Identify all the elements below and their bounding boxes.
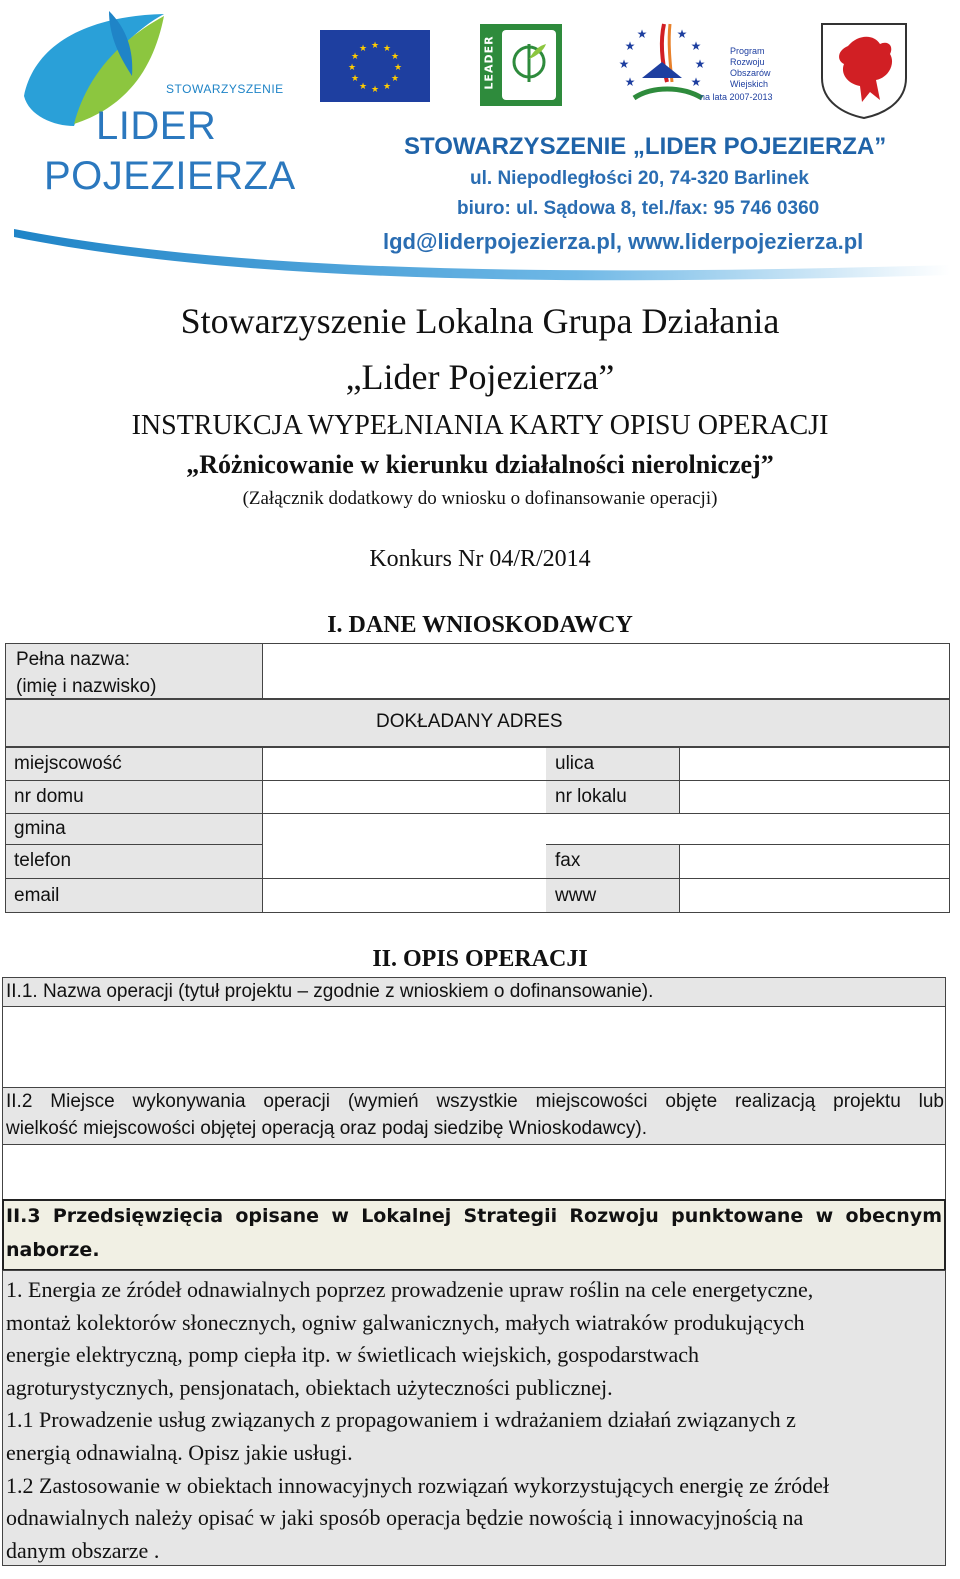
input-telefon[interactable]: [263, 845, 546, 878]
svg-text:★: ★: [370, 41, 380, 51]
full-name-input[interactable]: [262, 643, 950, 699]
input-fax[interactable]: [680, 845, 949, 878]
prow-text-4: Wiejskich: [730, 79, 769, 89]
org-contact: lgd@liderpojezierza.pl, www.liderpojezierza.pl: [383, 229, 864, 254]
svg-text:★: ★: [350, 74, 360, 84]
svg-text:★: ★: [624, 39, 636, 53]
prow-text-3: Obszarów: [730, 68, 771, 78]
leader-logo: [480, 24, 562, 106]
griffin-crest-logo: [818, 20, 910, 120]
q3-item-line-1: 1. Energia ze źródeł odnawialnych poprzez prowadzenie upraw roślin na cele energetyczne,: [6, 1277, 814, 1302]
q3-label-line1: II.3 Przedsięwzięcia opisane w Lokalnej Strategii Rozwoju punktowane w obecnym: [6, 1205, 942, 1227]
svg-text:★: ★: [350, 52, 360, 62]
svg-text:★: ★: [636, 27, 648, 41]
svg-text:★: ★: [390, 74, 400, 84]
full-name-sublabel: (imię i nazwisko): [16, 676, 157, 697]
input-nr-domu[interactable]: [263, 781, 546, 813]
input-nr-lokalu[interactable]: [680, 781, 949, 813]
svg-text:★: ★: [694, 57, 706, 71]
label-ulica: ulica: [555, 752, 595, 774]
svg-text:★: ★: [382, 82, 392, 92]
q3-item-line-7: 1.2 Zastosowanie w obiektach innowacyjnych rozwiązań wykorzystujących energię ze źródeł: [6, 1472, 830, 1498]
title-line2: „Lider Pojezierza”: [345, 357, 615, 397]
q3-item-line-3: energie elektryczną, pomp ciepła itp. w świetlicach wiejskich, gospodarstwach: [6, 1342, 699, 1368]
svg-text:★: ★: [382, 44, 392, 54]
header-swoosh: [0, 215, 960, 290]
q2-answer-field[interactable]: [2, 1144, 946, 1200]
input-miejscowosc[interactable]: [263, 748, 546, 780]
svg-text:★: ★: [676, 27, 688, 41]
q3-item-line-4: agroturystycznych, pensjonatach, obiektach użyteczności publicznej.: [6, 1374, 613, 1400]
logo-line2: POJEZIERZA: [44, 154, 296, 198]
q3-label-line2: naborze.: [6, 1239, 100, 1261]
label-www: www: [555, 884, 597, 906]
org-address: ul. Niepodległości 20, 74-320 Barlinek: [470, 168, 809, 189]
prow-logo: [612, 12, 782, 112]
eu-flag-logo: [320, 30, 430, 102]
q2-label-line2: wielkość miejscowości objętej operacją oraz podaj siedzibę Wnioskodawcy).: [6, 1118, 648, 1139]
svg-text:★: ★: [393, 63, 403, 73]
konkurs-label: Konkurs Nr 04/R/2014: [369, 546, 591, 572]
input-ulica[interactable]: [680, 748, 949, 780]
leader-label: LEADER: [482, 35, 496, 90]
svg-text:★: ★: [390, 52, 400, 62]
q3-item-line-9: danym obszarze .: [6, 1537, 160, 1563]
q2-label-line1: II.2 Miejsce wykonywania operacji (wymień wszystkie miejscowości objęte realizacją projektu lub: [6, 1091, 944, 1112]
label-nr-domu: nr domu: [14, 785, 84, 807]
address-header-label: DOKŁADANY ADRES: [376, 711, 563, 732]
q1-label: II.1. Nazwa operacji (tytuł projektu – zgodnie z wnioskiem o dofinansowanie).: [6, 981, 654, 1002]
svg-text:★: ★: [618, 57, 630, 71]
full-name-label: Pełna nazwa:: [16, 649, 131, 670]
label-telefon: telefon: [14, 850, 72, 871]
label-miejscowosc: miejscowość: [14, 752, 122, 774]
lider-pojezierza-logo: [14, 6, 304, 206]
input-email[interactable]: [263, 879, 546, 912]
title-line1: Stowarzyszenie Lokalna Grupa Działania: [180, 301, 780, 341]
label-fax: fax: [555, 850, 581, 871]
q3-item-line-6: energią odnawialną. Opisz jakie usługi.: [6, 1439, 353, 1465]
label-email: email: [14, 884, 60, 906]
title-line4: „Różnicowanie w kierunku działalności nierolniczej”: [186, 450, 774, 479]
q3-item-line-8: odnawialnych należy opisać w jaki sposób operacja będzie nowością i innowacyjnością na: [6, 1505, 804, 1531]
input-gmina[interactable]: [263, 814, 949, 844]
q3-item-line-5: 1.1 Prowadzenie usług związanych z propagowaniem i wdrażaniem działań związanych z: [6, 1407, 796, 1433]
svg-text:★: ★: [358, 82, 368, 92]
title-line5: (Załącznik dodatkowy do wniosku o dofinansowanie operacji): [242, 488, 718, 509]
svg-text:★: ★: [347, 63, 357, 73]
label-gmina: gmina: [14, 817, 66, 839]
section2-heading: II. OPIS OPERACJI: [372, 946, 588, 972]
svg-text:★: ★: [690, 75, 702, 89]
prow-text-5: na lata 2007-2013: [700, 92, 773, 102]
org-office: biuro: ul. Sądowa 8, tel./fax: 95 746 0360: [457, 198, 820, 219]
svg-text:★: ★: [624, 75, 636, 89]
svg-text:★: ★: [370, 85, 380, 95]
svg-text:★: ★: [358, 44, 368, 54]
label-nr-lokalu: nr lokalu: [555, 785, 627, 807]
svg-text:★: ★: [690, 39, 702, 53]
org-name: STOWARZYSZENIE „LIDER POJEZIERZA”: [404, 133, 887, 160]
logo-small-text: STOWARZYSZENIE: [166, 82, 284, 96]
title-line3: INSTRUKCJA WYPEŁNIANIA KARTY OPISU OPERACJI: [131, 410, 829, 441]
input-www[interactable]: [680, 879, 949, 912]
q1-answer-field[interactable]: [2, 1006, 946, 1088]
prow-text-1: Program: [730, 46, 765, 56]
section1-heading: I. DANE WNIOSKODAWCY: [327, 612, 633, 638]
prow-text-2: Rozwoju: [730, 57, 765, 67]
q3-item-line-2: montaż kolektorów słonecznych, ogniw galwanicznych, małych wiatraków produkujących: [6, 1309, 805, 1335]
logo-line1: LIDER: [96, 104, 217, 148]
